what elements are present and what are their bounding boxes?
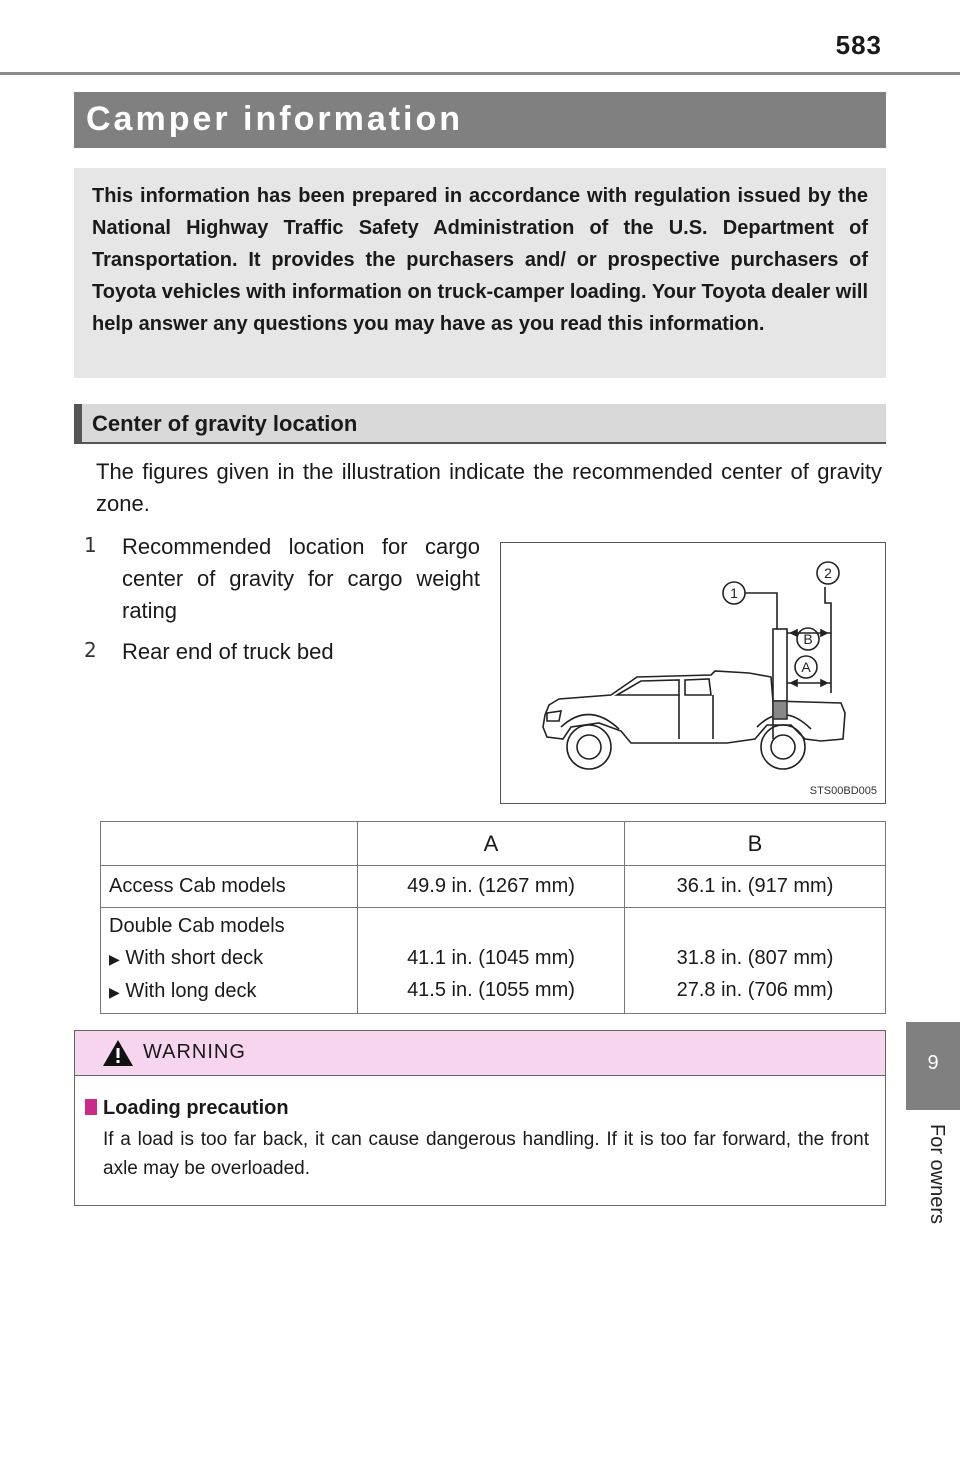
long-deck-b: 27.8 in. (706 mm) (676, 979, 834, 1001)
page-number: 583 (835, 30, 882, 60)
warning-label: WARNING (143, 1041, 246, 1063)
warning-text: If a load is too far back, it can cause dangerous handling. If it is too far forward, the front axle may be overloaded. (103, 1129, 869, 1179)
short-deck-label: With short deck (125, 947, 264, 969)
header-rule (0, 72, 960, 75)
table-cell-label (101, 908, 358, 1014)
short-deck-row (109, 942, 357, 975)
table-header-a: A (358, 822, 625, 866)
table-cell-b (625, 908, 886, 1014)
intro-text: This information has been prepared in accordance with regulation issued by the National Highway Traffic Safety Administration of the U.S. Department of Transportation. It provides the purchasers and/ or prospective purchasers of Toyota vehicles with information on truck-camper loading. Your Toyota dealer will help answer any questions you may have as you read this information. (92, 185, 868, 335)
item-number-icon: 1 (84, 533, 97, 557)
warning-box (74, 1030, 886, 1206)
page-title: Camper information (86, 100, 464, 138)
warning-header (75, 1031, 885, 1076)
chapter-tab (906, 1022, 960, 1110)
table-cell-label: Access Cab models (101, 866, 358, 908)
square-bullet-icon (85, 1099, 97, 1115)
triangle-bullet-icon: ▶ (109, 984, 120, 1000)
table-cell-b: 36.1 in. (917 mm) (625, 866, 886, 908)
callout-2: 2 (824, 565, 832, 581)
double-cab-label: Double Cab models (109, 915, 285, 937)
short-deck-b: 31.8 in. (807 mm) (676, 947, 834, 969)
warning-heading-row (85, 1097, 289, 1120)
table-header-b: B (625, 822, 886, 866)
item-text: Rear end of truck bed (122, 639, 334, 664)
callout-a: A (801, 659, 811, 675)
section-heading-bar (74, 404, 886, 444)
warning-icon (101, 1038, 135, 1068)
item-text: Recommended location for cargo center of gravity for cargo weight rating (122, 534, 480, 623)
table-cell-a: 49.9 in. (1267 mm) (358, 866, 625, 908)
intro-box (74, 168, 886, 378)
table-row (101, 866, 886, 908)
section-heading: Center of gravity location (92, 411, 358, 436)
callout-1: 1 (730, 585, 738, 601)
section-body-text: The figures given in the illustration indicate the recommended center of gravity zone. (96, 459, 882, 516)
title-bar (74, 92, 886, 148)
truck-illustration (500, 542, 886, 804)
item-number-icon: 2 (84, 638, 97, 662)
truck-drawing (501, 543, 885, 803)
chapter-number: 9 (927, 1052, 939, 1074)
table-header-empty (101, 822, 358, 866)
long-deck-label: With long deck (125, 980, 257, 1002)
chapter-label-value: For owners (926, 1124, 946, 1225)
long-deck-a: 41.5 in. (1055 mm) (407, 979, 575, 1001)
table-row (101, 908, 886, 1014)
table-header-row (101, 822, 886, 866)
table-cell-a (358, 908, 625, 1014)
callout-b: B (803, 631, 813, 647)
chapter-label (916, 1120, 946, 1240)
long-deck-row (109, 975, 357, 1008)
triangle-bullet-icon: ▶ (109, 951, 120, 967)
short-deck-a: 41.1 in. (1045 mm) (407, 947, 575, 969)
dimension-table (100, 821, 886, 1014)
warning-heading: Loading precaution (103, 1097, 289, 1119)
figure-code: STS00BD005 (809, 785, 877, 797)
chapter-label-text (916, 1120, 946, 1240)
